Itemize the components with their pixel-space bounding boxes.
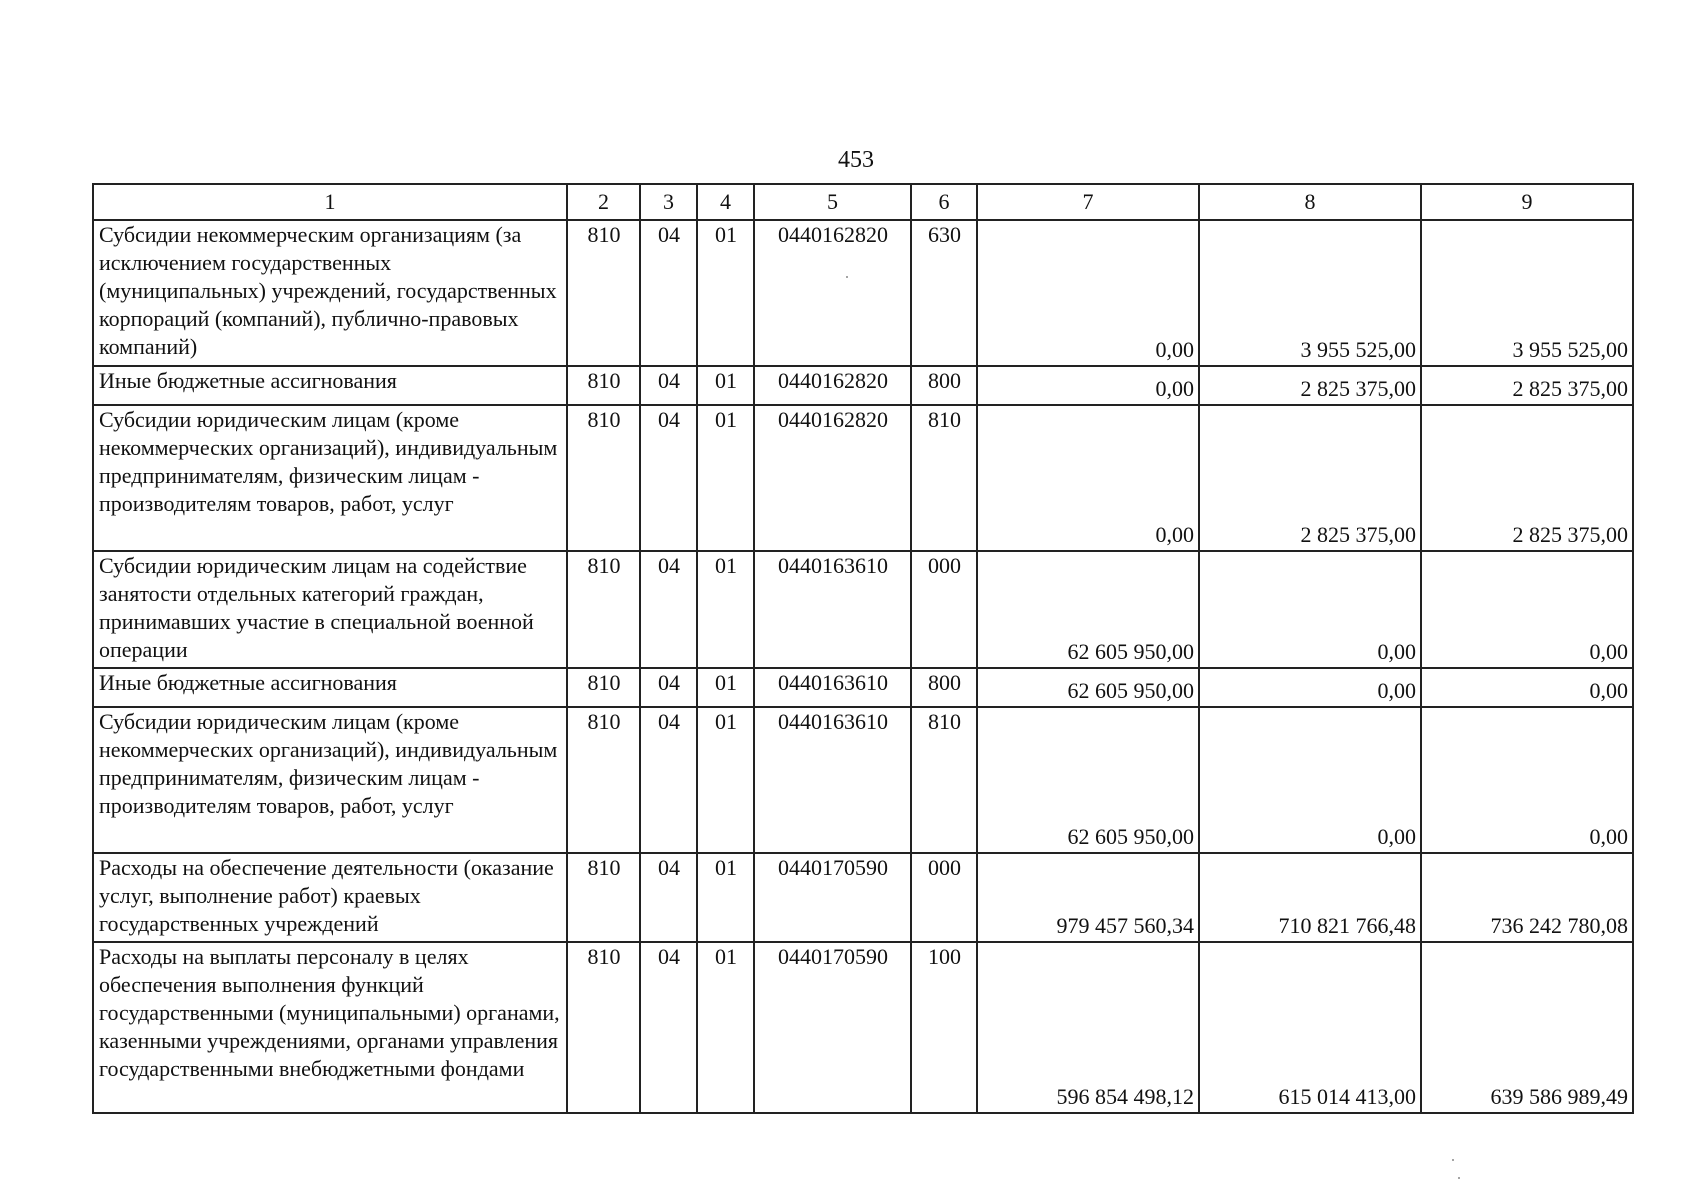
column-header: 2 — [567, 184, 640, 220]
ministry-code-cell: 810 — [567, 942, 640, 1113]
expense-type-cell: 630 — [911, 220, 977, 366]
expense-type-cell: 810 — [911, 405, 977, 551]
amount-col9-cell: 2 825 375,00 — [1421, 405, 1633, 551]
amount-col7-cell: 0,00 — [977, 405, 1199, 551]
subsection-code-cell: 01 — [697, 707, 754, 853]
table-row — [93, 551, 1633, 668]
amount-col8-cell: 2 825 375,00 — [1199, 405, 1421, 551]
section-code-cell: 04 — [640, 707, 697, 853]
expense-name-cell: Иные бюджетные ассигнования — [93, 366, 567, 405]
table-row — [93, 366, 1633, 405]
section-code-cell: 04 — [640, 942, 697, 1113]
column-header: 1 — [93, 184, 567, 220]
expense-type-cell: 000 — [911, 853, 977, 942]
section-code-cell: 04 — [640, 366, 697, 405]
column-header: 5 — [754, 184, 911, 220]
section-code-cell: 04 — [640, 551, 697, 668]
table-row — [93, 853, 1633, 942]
table-row — [93, 220, 1633, 366]
subsection-code-cell: 01 — [697, 668, 754, 707]
subsection-code-cell: 01 — [697, 853, 754, 942]
column-header: 4 — [697, 184, 754, 220]
ministry-code-cell: 810 — [567, 405, 640, 551]
target-article-cell: 0440170590 — [754, 853, 911, 942]
table-row — [93, 942, 1633, 1113]
amount-col8-cell: 0,00 — [1199, 668, 1421, 707]
table-row — [93, 405, 1633, 551]
subsection-code-cell: 01 — [697, 551, 754, 668]
table-row — [93, 707, 1633, 853]
amount-col7-cell: 62 605 950,00 — [977, 668, 1199, 707]
ministry-code-cell: 810 — [567, 853, 640, 942]
amount-col7-cell: 0,00 — [977, 220, 1199, 366]
amount-col8-cell: 0,00 — [1199, 551, 1421, 668]
expense-name-cell: Расходы на обеспечение деятельности (оказание услуг, выполнение работ) краевых государственных учреждений — [93, 853, 567, 942]
expense-name-cell: Субсидии некоммерческим организациям (за исключением государственных (муниципальных) учреждений, государственных корпораций (компаний), публично-правовых компаний) — [93, 220, 567, 366]
column-header: 8 — [1199, 184, 1421, 220]
table-row — [93, 668, 1633, 707]
target-article-cell: 0440163610 — [754, 707, 911, 853]
expense-name-cell: Субсидии юридическим лицам (кроме некоммерческих организаций), индивидуальным предпринимателям, физическим лицам - производителям товаров, работ, услуг — [93, 405, 567, 551]
column-header: 3 — [640, 184, 697, 220]
column-header: 7 — [977, 184, 1199, 220]
budget-table — [92, 183, 1634, 1114]
amount-col9-cell: 639 586 989,49 — [1421, 942, 1633, 1113]
expense-name-cell: Иные бюджетные ассигнования — [93, 668, 567, 707]
target-article-cell: 0440163610 — [754, 668, 911, 707]
ministry-code-cell: 810 — [567, 220, 640, 366]
subsection-code-cell: 01 — [697, 366, 754, 405]
scan-speck — [1458, 1177, 1460, 1179]
subsection-code-cell: 01 — [697, 942, 754, 1113]
ministry-code-cell: 810 — [567, 366, 640, 405]
amount-col8-cell: 0,00 — [1199, 707, 1421, 853]
amount-col8-cell: 3 955 525,00 — [1199, 220, 1421, 366]
expense-name-cell: Расходы на выплаты персоналу в целях обеспечения выполнения функций государственными (муниципальными) органами, казенными учреждениями, органами управления государственными внебюджетными фондами — [93, 942, 567, 1113]
subsection-code-cell: 01 — [697, 405, 754, 551]
expense-type-cell: 800 — [911, 366, 977, 405]
amount-col9-cell: 0,00 — [1421, 668, 1633, 707]
target-article-cell: 0440170590 — [754, 942, 911, 1113]
ministry-code-cell: 810 — [567, 707, 640, 853]
target-article-cell: 0440162820 — [754, 405, 911, 551]
section-code-cell: 04 — [640, 220, 697, 366]
amount-col7-cell: 62 605 950,00 — [977, 707, 1199, 853]
amount-col7-cell: 979 457 560,34 — [977, 853, 1199, 942]
amount-col7-cell: 62 605 950,00 — [977, 551, 1199, 668]
expense-name-cell: Субсидии юридическим лицам (кроме некоммерческих организаций), индивидуальным предпринимателям, физическим лицам - производителям товаров, работ, услуг — [93, 707, 567, 853]
scan-speck — [846, 276, 848, 278]
target-article-cell: 0440162820 — [754, 366, 911, 405]
section-code-cell: 04 — [640, 405, 697, 551]
scan-speck — [1452, 1159, 1454, 1161]
section-code-cell: 04 — [640, 668, 697, 707]
table-header-row — [93, 184, 1633, 220]
amount-col8-cell: 615 014 413,00 — [1199, 942, 1421, 1113]
expense-type-cell: 800 — [911, 668, 977, 707]
column-header: 6 — [911, 184, 977, 220]
amount-col9-cell: 0,00 — [1421, 551, 1633, 668]
expense-type-cell: 000 — [911, 551, 977, 668]
amount-col9-cell: 2 825 375,00 — [1421, 366, 1633, 405]
section-code-cell: 04 — [640, 853, 697, 942]
amount-col7-cell: 0,00 — [977, 366, 1199, 405]
subsection-code-cell: 01 — [697, 220, 754, 366]
ministry-code-cell: 810 — [567, 551, 640, 668]
amount-col9-cell: 0,00 — [1421, 707, 1633, 853]
amount-col9-cell: 3 955 525,00 — [1421, 220, 1633, 366]
expense-type-cell: 100 — [911, 942, 977, 1113]
ministry-code-cell: 810 — [567, 668, 640, 707]
page-number: 453 — [838, 147, 874, 173]
amount-col8-cell: 710 821 766,48 — [1199, 853, 1421, 942]
expense-type-cell: 810 — [911, 707, 977, 853]
amount-col8-cell: 2 825 375,00 — [1199, 366, 1421, 405]
amount-col9-cell: 736 242 780,08 — [1421, 853, 1633, 942]
column-header: 9 — [1421, 184, 1633, 220]
target-article-cell: 0440162820 — [754, 220, 911, 366]
expense-name-cell: Субсидии юридическим лицам на содействие занятости отдельных категорий граждан, принимавших участие в специальной военной операции — [93, 551, 567, 668]
target-article-cell: 0440163610 — [754, 551, 911, 668]
amount-col7-cell: 596 854 498,12 — [977, 942, 1199, 1113]
